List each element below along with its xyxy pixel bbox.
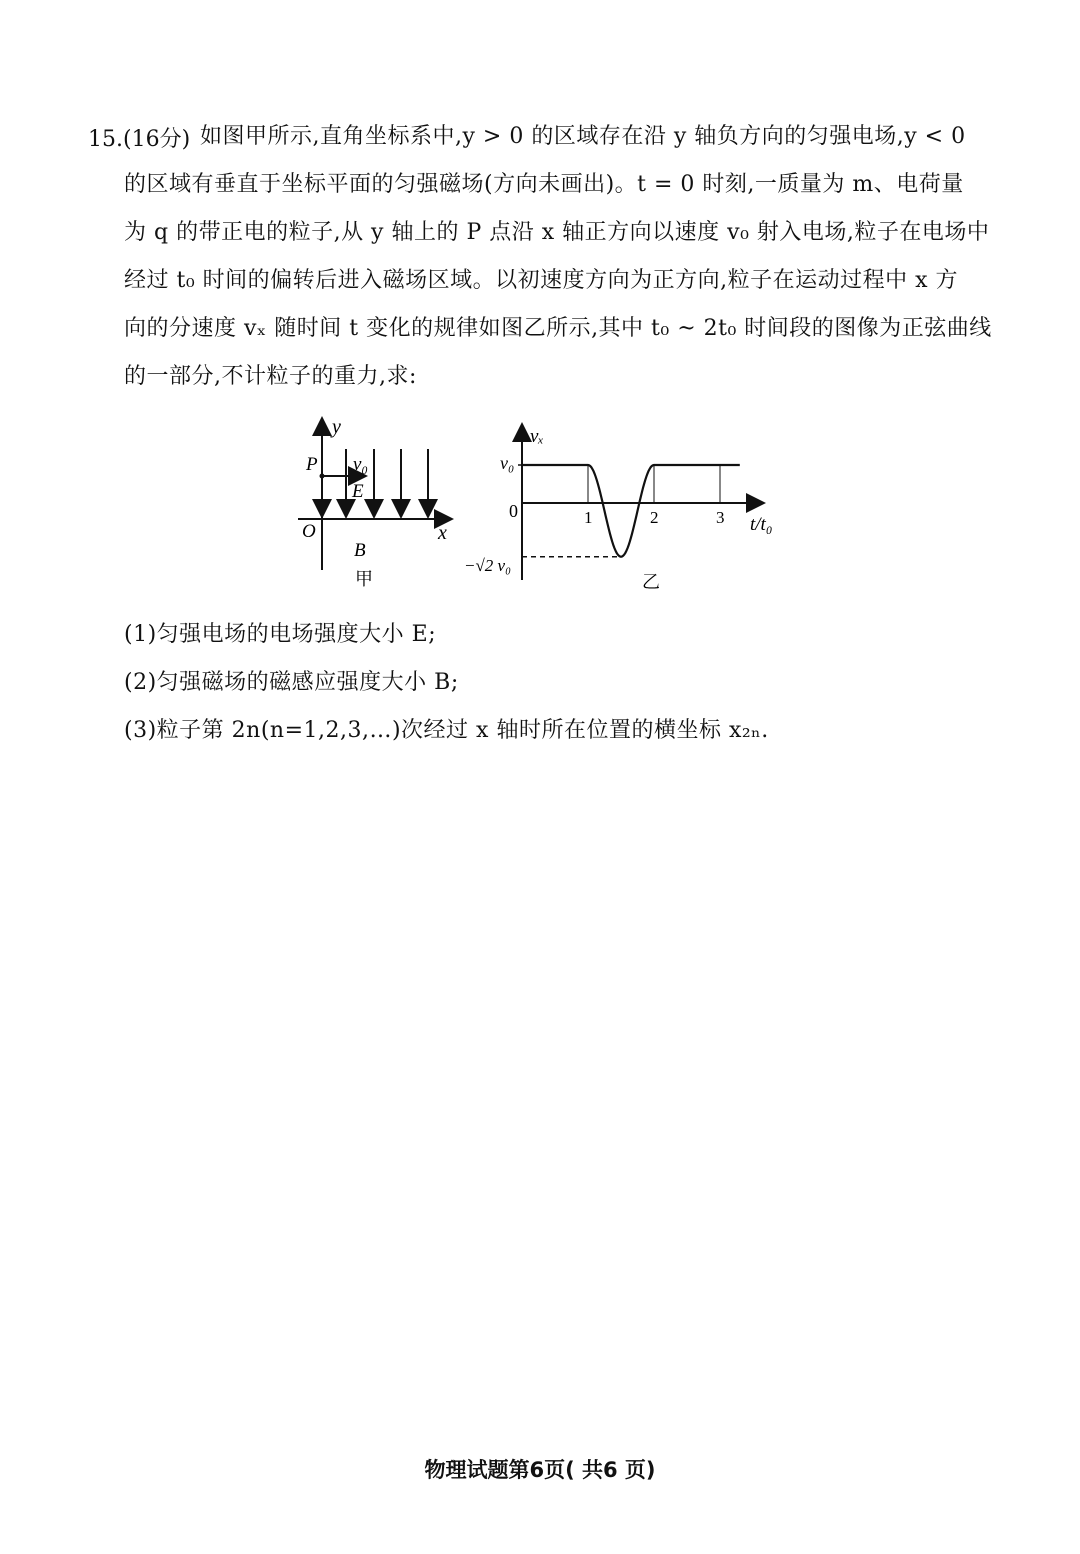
page-footer: 物理试题第6页( 共6 页)	[424, 1458, 656, 1482]
x-tick-label: 2	[650, 508, 659, 527]
question-line-3: 为 q 的带正电的粒子,从 y 轴上的 P 点沿 x 轴正方向以速度 v₀ 射入电场,粒子在电场中	[124, 220, 990, 245]
jia-x-label: x	[438, 522, 447, 544]
x-tick-label: 1	[584, 508, 593, 527]
jia-p-label: P	[306, 454, 318, 475]
question-line-2: 的区域有垂直于坐标平面的匀强磁场(方向未画出)。t = 0 时刻,一质量为 m、电荷量	[124, 172, 964, 197]
figure-yi	[462, 420, 792, 595]
yi-caption: 乙	[642, 572, 660, 592]
vx-series-line	[522, 465, 740, 557]
question-line-4: 经过 t₀ 时间的偏转后进入磁场区域。以初速度方向为正方向,粒子在运动过程中 x 方	[124, 268, 959, 293]
yi-y-label: vₓ	[530, 426, 544, 447]
jia-caption: 甲	[355, 569, 373, 589]
yi-v0-label: v₀	[500, 453, 515, 473]
jia-b-label: B	[354, 540, 366, 561]
yi-origin-label: 0	[509, 501, 518, 521]
question-line-5: 向的分速度 vₓ 随时间 t 变化的规律如图乙所示,其中 t₀ ~ 2t₀ 时间段的图像为正弦曲线	[124, 316, 992, 341]
yi-neg-label: −√2 v₀	[464, 556, 512, 575]
question-line-1: 如图甲所示,直角坐标系中,y > 0 的区域存在沿 y 轴负方向的匀强电场,y < 0	[200, 124, 966, 149]
figure-jia	[290, 415, 465, 595]
sub-question-1: (1)匀强电场的电场强度大小 E;	[124, 622, 437, 647]
question-number: 15.(16分)	[88, 127, 191, 152]
jia-y-label: y	[332, 416, 341, 438]
jia-v0-label: v₀	[353, 454, 369, 475]
question-score: (16分)	[123, 127, 191, 152]
sub-question-2: (2)匀强磁场的磁感应强度大小 B;	[124, 670, 459, 695]
x-tick-label: 3	[716, 508, 725, 527]
jia-origin-label: O	[302, 521, 316, 542]
sub-question-3: (3)粒子第 2n(n=1,2,3,…)次经过 x 轴时所在位置的横坐标 x₂ₙ.	[124, 718, 769, 743]
jia-e-label: E	[352, 481, 364, 502]
question-line-6: 的一部分,不计粒子的重力,求:	[124, 364, 417, 389]
yi-x-label: t/t₀	[750, 514, 773, 535]
